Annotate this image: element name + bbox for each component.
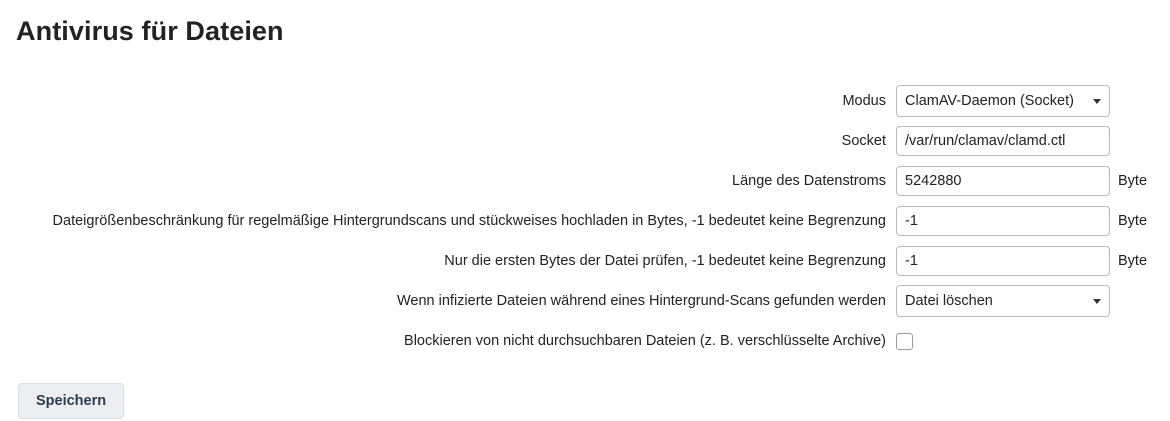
antivirus-settings-page <box>0 16 1170 421</box>
form-row-stream-length <box>16 165 1154 197</box>
stream-length-input[interactable] <box>896 166 1110 196</box>
label-mode: Modus <box>842 93 886 109</box>
filesize-limit-input[interactable] <box>896 206 1110 236</box>
antivirus-settings-form <box>16 85 1154 419</box>
field-stream-length <box>896 166 1147 196</box>
label-filesize-limit: Dateigrößenbeschränkung für regelmäßige Hintergrundscans und stückweises hochladen in Bytes, -1 bedeutet keine Begrenzung <box>52 213 886 229</box>
form-row-mode <box>16 85 1154 117</box>
block-unscannable-checkbox[interactable] <box>896 333 913 350</box>
label-infected-action: Wenn infizierte Dateien während eines Hintergrund-Scans gefunden werden <box>397 293 886 309</box>
unit-filesize-limit: Byte <box>1118 213 1148 229</box>
unit-stream-length: Byte <box>1118 173 1148 189</box>
form-row-socket <box>16 125 1154 157</box>
field-infected-action <box>896 285 1110 317</box>
infected-action-select-value: Datei löschen <box>905 293 993 309</box>
field-filesize-limit <box>896 206 1147 236</box>
field-mode <box>896 85 1110 117</box>
chevron-down-icon <box>1093 99 1101 104</box>
page-title: Antivirus für Dateien <box>16 16 284 46</box>
field-socket <box>896 126 1110 156</box>
form-row-infected-action <box>16 285 1154 317</box>
mode-select[interactable] <box>896 85 1110 117</box>
mode-select-value: ClamAV-Daemon (Socket) <box>905 93 1074 109</box>
label-socket: Socket <box>841 133 886 149</box>
form-row-first-bytes-only <box>16 245 1154 277</box>
form-row-block-unscannable <box>16 325 1154 357</box>
field-block-unscannable <box>896 333 913 350</box>
label-first-bytes-only: Nur die ersten Bytes der Datei prüfen, -1 bedeutet keine Begrenzung <box>444 253 886 269</box>
label-block-unscannable: Blockieren von nicht durchsuchbaren Dateien (z. B. verschlüsselte Archive) <box>404 333 886 349</box>
save-button[interactable]: Speichern <box>18 383 124 419</box>
chevron-down-icon <box>1093 299 1101 304</box>
form-row-filesize-limit <box>16 205 1154 237</box>
label-stream-length: Länge des Datenstroms <box>732 173 886 189</box>
first-bytes-only-input[interactable] <box>896 246 1110 276</box>
socket-input[interactable] <box>896 126 1110 156</box>
infected-action-select[interactable] <box>896 285 1110 317</box>
unit-first-bytes-only: Byte <box>1118 253 1148 269</box>
save-row <box>16 383 1154 419</box>
field-first-bytes-only <box>896 246 1147 276</box>
